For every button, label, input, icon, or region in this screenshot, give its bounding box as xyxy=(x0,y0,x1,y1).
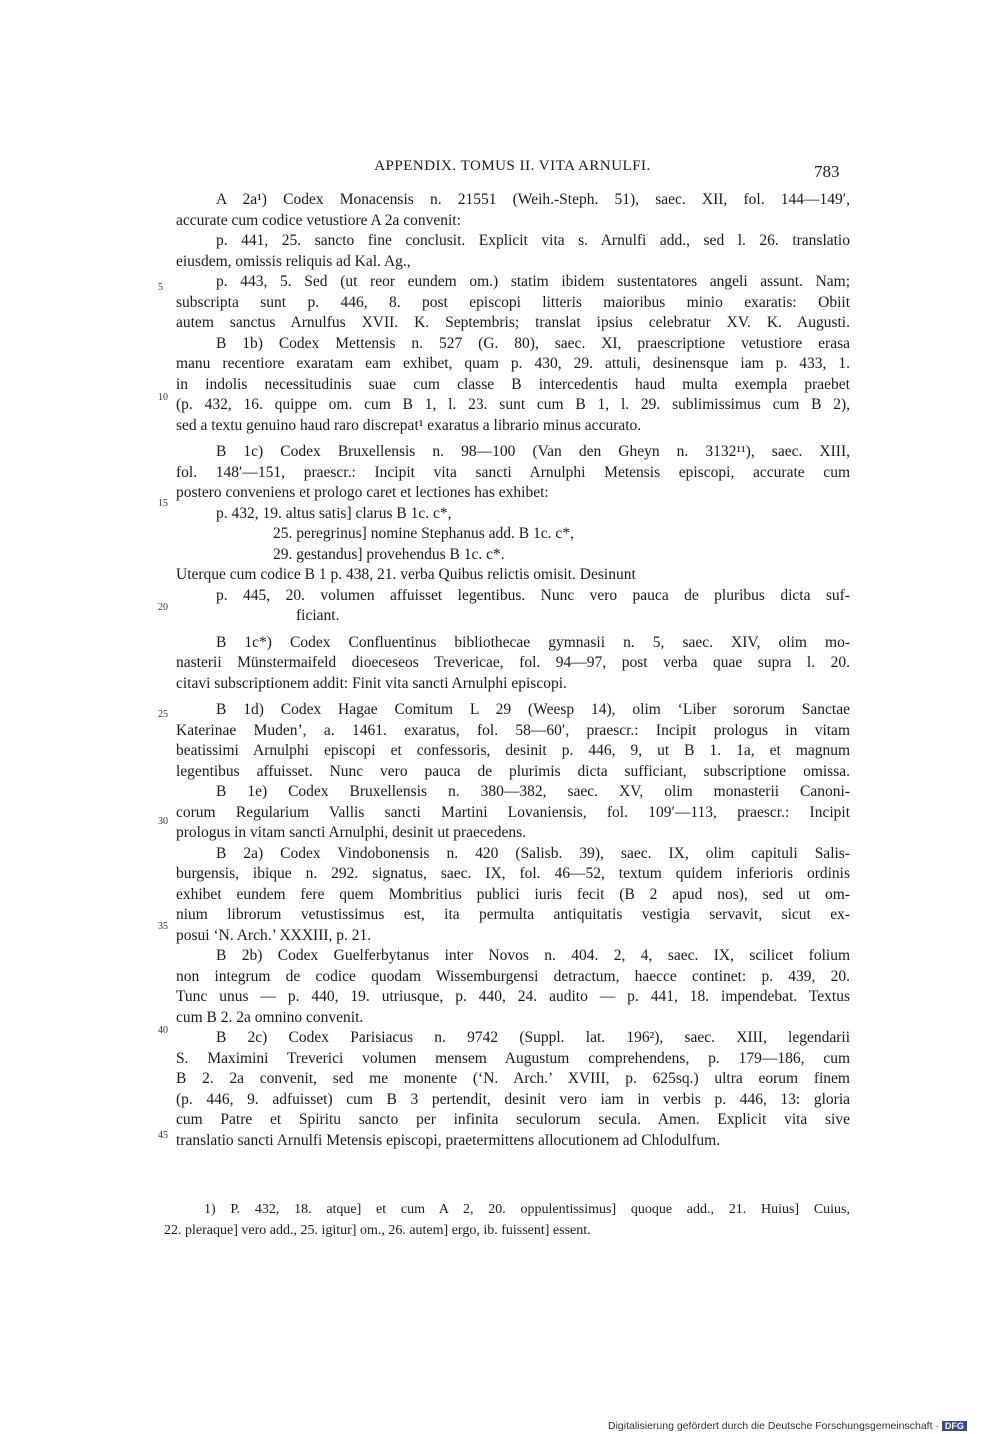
margin-line-number: 40 xyxy=(158,1025,168,1036)
text-line: B 2. 2a convenit, sed me monente (‘N. Arch.’ XVIII, p. 625sq.) ultra eorum finem xyxy=(176,1070,850,1087)
credit-text: Digitalisierung gefördert durch die Deutsche Forschungsgemeinschaft · xyxy=(608,1420,939,1432)
text-line: B 1e) Codex Bruxellensis n. 380—382, saec. XV, olim monasterii Canoni- xyxy=(216,783,850,800)
text-line: (p. 446, 9. adfuisset) cum B 3 pertendit, desinit vero iam in verbis p. 446, 13: gloria xyxy=(176,1090,850,1108)
text-line: 25. peregrinus] nomine Stephanus add. B 1c. c*, xyxy=(273,525,574,542)
text-line: sed a textu genuino haud raro discrepat¹ exaratus a librario minus accurato. xyxy=(176,416,642,434)
text-line: cum B 2. 2a omnino convenit. xyxy=(176,1008,364,1026)
text-line: burgensis, ibique n. 292. signatus, saec. IX, fol. 46—52, textum quidem inferioris ordinis xyxy=(176,865,850,882)
margin-line-number: 5 xyxy=(158,282,163,293)
text-line: fol. 148′—151, praescr.: Incipit vita sancti Arnulphi Metensis episcopi, accurate cum xyxy=(176,463,850,481)
text-line: p. 432, 19. altus satis] clarus B 1c. c*, xyxy=(216,504,452,522)
text-line: beatissimi Arnulphi episcopi et confessoris, desinit p. 446, 9, ut B 1. 1a, et magnum xyxy=(176,742,850,759)
text-line: Uterque cum codice B 1 p. 438, 21. verba Quibus relictis omisit. Desinunt xyxy=(176,566,636,583)
running-title: APPENDIX. TOMUS II. VITA ARNULFI. xyxy=(374,158,651,174)
text-line: ficiant. xyxy=(296,607,340,624)
margin-line-number: 25 xyxy=(158,709,168,720)
text-line: autem sanctus Arnulfus XVII. K. Septembris; translat ipsius celebratur XV. K. Augusti. xyxy=(176,314,850,331)
text-line: translatio sancti Arnulfi Metensis episcopi, praetermittens allocutionem ad Chlodulfum. xyxy=(176,1131,721,1149)
text-line: B 2c) Codex Parisiacus n. 9742 (Suppl. lat. 196²), saec. XIII, legendarii xyxy=(216,1029,850,1046)
text-line: subscripta sunt p. 446, 8. post episcopi litteris maioribus minio exaratis: Obiit xyxy=(176,293,850,311)
text-line: p. 443, 5. Sed (ut reor eundem om.) statim ibidem sustentatores angeli assunt. Nam; xyxy=(216,273,850,290)
text-line: prologus in vitam sancti Arnulphi, desinit ut praecedens. xyxy=(176,824,526,841)
text-line: S. Maximini Treverici volumen mensem Augustum comprehendens, p. 179—186, cum xyxy=(176,1049,850,1067)
margin-line-number: 45 xyxy=(158,1130,168,1141)
text-line: p. 445, 20. volumen affuisset legentibus. Nunc vero pauca de pluribus dicta suf- xyxy=(216,586,850,604)
text-line: postero conveniens et prologo caret et lectiones has exhibet: xyxy=(176,484,549,501)
text-line: non integrum de codice quodam Wissemburgensi detractum, haecce continet: p. 439, 20. xyxy=(176,967,850,985)
text-line: B 1b) Codex Mettensis n. 527 (G. 80), saec. XI, praescriptione vetustiore erasa xyxy=(216,334,850,352)
margin-line-number: 15 xyxy=(158,498,168,509)
dfg-logo: DFG xyxy=(942,1421,967,1431)
text-line: B 2a) Codex Vindobonensis n. 420 (Salisb. 39), saec. IX, olim capituli Salis- xyxy=(216,844,850,862)
margin-line-number: 10 xyxy=(158,392,168,403)
text-line: (p. 432, 16. quippe om. cum B 1, l. 23. sunt cum B 1, l. 29. sublimissimus cum B 2), xyxy=(176,396,850,413)
page-number: 783 xyxy=(814,162,840,181)
text-line: manu recentiore exaratam eam exhibet, quam p. 430, 29. attuli, desinensque iam p. 433, 1. xyxy=(176,355,850,372)
text-line: A 2a¹) Codex Monacensis n. 21551 (Weih.-Steph. 51), saec. XII, fol. 144—149′, xyxy=(216,191,850,208)
text-line: exhibet eundem fere quem Mombritius publici iuris fecit (B 2 apud nos), sed ut om- xyxy=(176,885,850,903)
text-line: accurate cum codice vetustiore A 2a convenit: xyxy=(176,211,461,229)
footnote-line: 22. pleraque] vero add., 25. igitur] om., 26. autem] ergo, ib. fuissent] essent. xyxy=(164,1223,591,1238)
text-line: citavi subscriptionem addit: Finit vita sancti Arnulphi episcopi. xyxy=(176,674,567,692)
margin-line-number: 30 xyxy=(158,816,168,827)
digitization-credit xyxy=(608,1420,967,1432)
footnotes xyxy=(164,1199,850,1241)
text-line: nium librorum vetustissimus est, ita permulta antiquitatis vestigia servavit, sicut ex- xyxy=(176,906,850,923)
margin-line-number: 20 xyxy=(158,602,168,613)
footnote-line: 1) P. 432, 18. atque] et cum A 2, 20. oppulentissimus] quoque add., 21. Huius] Cuius, xyxy=(204,1202,850,1217)
text-line: posui ‘N. Arch.’ XXXIII, p. 21. xyxy=(176,926,372,944)
text-line: corum Regularium Vallis sancti Martini Lovaniensis, fol. 109′—113, praescr.: Incipit xyxy=(176,803,850,821)
text-line: nasterii Münstermaifeld dioeceseos Trevericae, fol. 94—97, post verba quae supra l. 20. xyxy=(176,654,850,671)
text-line: eiusdem, omissis reliquis ad Kal. Ag., xyxy=(176,252,411,270)
text-line: in indolis necessitudinis suae cum classe B intercedentis haud multa exempla praebet xyxy=(176,375,850,393)
text-line: p. 441, 25. sancto fine conclusit. Explicit vita s. Arnulfi add., sed l. 26. translatio xyxy=(216,232,850,249)
text-line: legentibus affuisset. Nunc vero pauca de plurimis dicta sufficiant, subscriptione omissa. xyxy=(176,762,850,780)
main-text xyxy=(176,190,850,1151)
margin-line-number: 35 xyxy=(158,921,168,932)
text-line: Tunc unus — p. 440, 19. utriusque, p. 440, 24. audito — p. 441, 18. impendebat. Textus xyxy=(176,988,850,1005)
text-line: cum Patre et Spiritu sancto per infinita seculorum secula. Amen. Explicit vita sive xyxy=(176,1111,850,1128)
text-line: 29. gestandus] provehendus B 1c. c*. xyxy=(273,545,505,563)
text-line: B 1c*) Codex Confluentinus bibliothecae gymnasii n. 5, saec. XIV, olim mo- xyxy=(216,633,850,651)
text-line: B 1c) Codex Bruxellensis n. 98—100 (Van den Gheyn n. 3132¹¹), saec. XIII, xyxy=(216,443,850,460)
text-line: B 1d) Codex Hagae Comitum L 29 (Weesp 14), olim ‘Liber sororum Sanctae xyxy=(216,701,850,718)
text-line: Katerinae Muden’, a. 1461. exaratus, fol. 58—60′, praescr.: Incipit prologus in vitam xyxy=(176,721,850,739)
text-line: B 2b) Codex Guelferbytanus inter Novos n. 404. 2, 4, saec. IX, scilicet folium xyxy=(216,947,850,964)
